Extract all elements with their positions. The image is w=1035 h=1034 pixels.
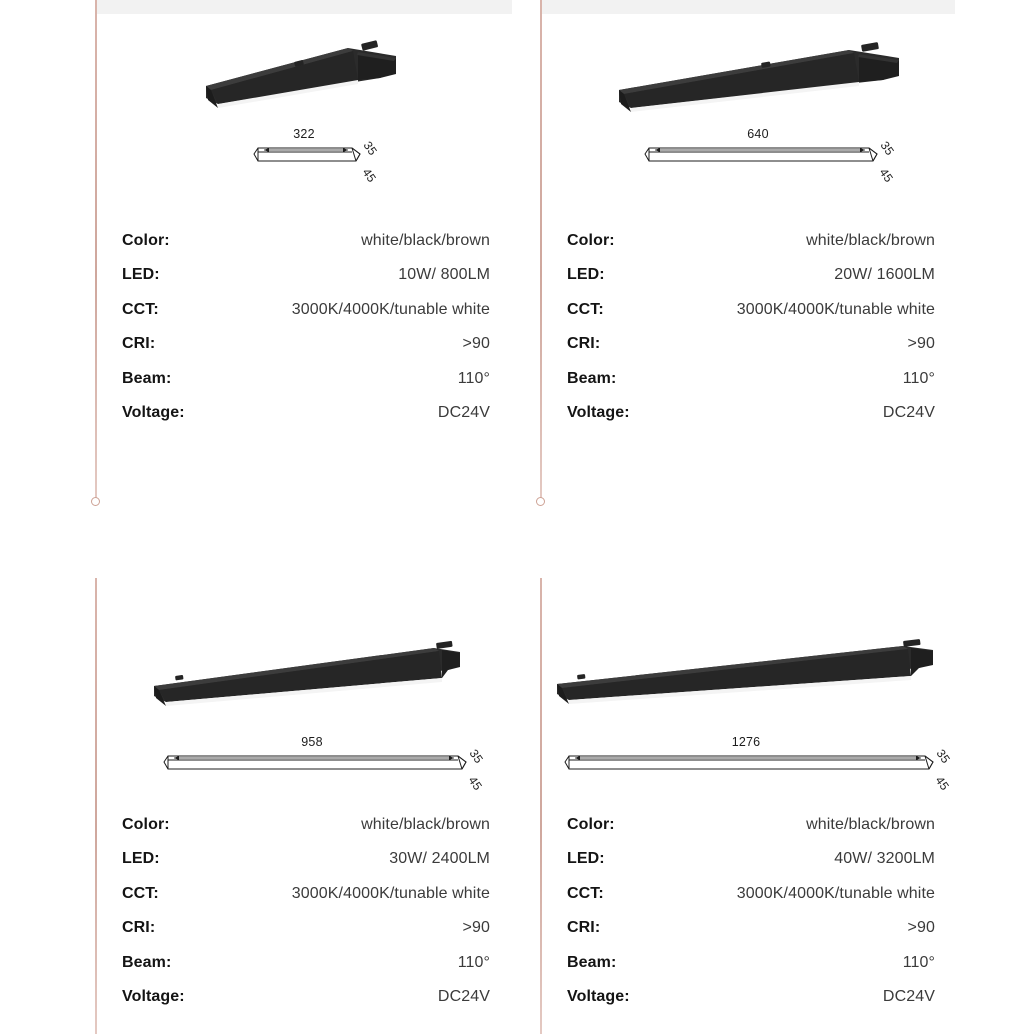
spec-value-cri: >90 xyxy=(462,919,490,937)
spec-label-voltage: Voltage: xyxy=(122,403,185,421)
spec-label-voltage: Voltage: xyxy=(567,403,630,421)
spec-row-cct xyxy=(122,885,490,919)
spec-row-beam xyxy=(122,954,490,988)
product-render xyxy=(551,640,941,706)
spec-label-cct: CCT: xyxy=(567,884,604,902)
spec-label-beam: Beam: xyxy=(567,953,617,971)
spec-row-voltage xyxy=(567,988,935,1022)
spec-value-beam: 110° xyxy=(902,953,935,971)
product-card[interactable] xyxy=(96,14,512,500)
dimension-depth: 45 xyxy=(932,773,952,793)
dimension-length: 322 xyxy=(293,127,315,141)
spec-value-led: 30W/ 2400LM xyxy=(389,850,490,868)
spec-label-beam: Beam: xyxy=(567,369,617,387)
spec-label-beam: Beam: xyxy=(122,369,172,387)
spec-label-color: Color: xyxy=(567,816,615,833)
dimension-depth: 45 xyxy=(359,165,379,185)
spec-row-color xyxy=(567,232,935,266)
spec-row-led xyxy=(567,266,935,300)
product-render xyxy=(198,34,408,112)
spec-row-cct xyxy=(122,301,490,335)
spec-row-led xyxy=(122,850,490,884)
spec-label-color: Color: xyxy=(567,232,615,249)
spec-value-cct: 3000K/4000K/tunable white xyxy=(291,884,490,902)
dimension-depth: 45 xyxy=(876,165,896,185)
dimension-height: 35 xyxy=(466,746,486,766)
spec-value-cri: >90 xyxy=(462,335,490,353)
spec-row-cri xyxy=(122,335,490,369)
spec-label-color: Color: xyxy=(122,232,170,249)
spec-row-cri xyxy=(567,335,935,369)
spec-row-beam xyxy=(567,370,935,404)
spec-row-voltage xyxy=(122,404,490,438)
product-render xyxy=(148,640,466,706)
spec-row-color xyxy=(567,816,935,850)
spec-row-cct xyxy=(567,301,935,335)
dimension-drawing xyxy=(559,728,955,793)
spec-value-color: white/black/brown xyxy=(361,232,490,249)
spec-label-led: LED: xyxy=(567,266,605,284)
spec-value-led: 20W/ 1600LM xyxy=(834,266,935,284)
spec-value-led: 10W/ 800LM xyxy=(398,266,490,284)
dimension-drawing xyxy=(248,120,382,185)
spec-value-voltage: DC24V xyxy=(437,987,490,1005)
spec-label-cct: CCT: xyxy=(122,884,159,902)
spec-value-color: white/black/brown xyxy=(361,816,490,833)
spec-value-cct: 3000K/4000K/tunable white xyxy=(736,300,935,318)
dimension-length: 1276 xyxy=(731,735,761,749)
spec-row-color xyxy=(122,232,490,266)
spec-row-cri xyxy=(122,919,490,953)
spec-row-cct xyxy=(567,885,935,919)
spec-value-led: 40W/ 3200LM xyxy=(834,850,935,868)
dimension-drawing xyxy=(639,120,899,185)
spec-value-cct: 3000K/4000K/tunable white xyxy=(291,300,490,318)
spec-label-voltage: Voltage: xyxy=(122,987,185,1005)
spec-row-voltage xyxy=(567,404,935,438)
spec-list xyxy=(122,232,490,438)
product-card[interactable] xyxy=(96,578,512,1034)
spec-value-beam: 110° xyxy=(902,369,935,387)
dimension-height: 35 xyxy=(877,138,897,158)
product-render xyxy=(611,32,911,110)
spec-label-led: LED: xyxy=(122,850,160,868)
spec-value-color: white/black/brown xyxy=(806,816,935,833)
spec-value-voltage: DC24V xyxy=(882,403,935,421)
spec-label-led: LED: xyxy=(122,266,160,284)
spec-label-voltage: Voltage: xyxy=(567,987,630,1005)
spec-value-voltage: DC24V xyxy=(437,403,490,421)
dimension-length: 640 xyxy=(747,127,769,141)
spec-label-cct: CCT: xyxy=(567,300,604,318)
dimension-depth: 45 xyxy=(465,773,485,793)
spec-label-beam: Beam: xyxy=(122,953,172,971)
spec-label-cri: CRI: xyxy=(122,919,156,937)
spec-list xyxy=(567,816,935,1022)
spec-label-cri: CRI: xyxy=(122,335,156,353)
spec-label-cct: CCT: xyxy=(122,300,159,318)
spec-label-cri: CRI: xyxy=(567,919,601,937)
spec-value-cct: 3000K/4000K/tunable white xyxy=(736,884,935,902)
spec-value-color: white/black/brown xyxy=(806,232,935,249)
dimension-drawing xyxy=(158,728,488,793)
product-card[interactable] xyxy=(541,578,955,1034)
spec-list xyxy=(122,816,490,1022)
spec-label-cri: CRI: xyxy=(567,335,601,353)
dimension-height: 35 xyxy=(933,746,953,766)
spec-row-beam xyxy=(567,954,935,988)
product-card[interactable] xyxy=(541,14,955,500)
spec-row-color xyxy=(122,816,490,850)
spec-label-led: LED: xyxy=(567,850,605,868)
dimension-length: 958 xyxy=(301,735,323,749)
spec-value-cri: >90 xyxy=(907,919,935,937)
spec-label-color: Color: xyxy=(122,816,170,833)
spec-value-beam: 110° xyxy=(457,369,490,387)
spec-row-led xyxy=(567,850,935,884)
spec-row-led xyxy=(122,266,490,300)
spec-row-voltage xyxy=(122,988,490,1022)
dimension-height: 35 xyxy=(360,138,380,158)
spec-list xyxy=(567,232,935,438)
spec-row-beam xyxy=(122,370,490,404)
spec-row-cri xyxy=(567,919,935,953)
spec-value-voltage: DC24V xyxy=(882,987,935,1005)
spec-value-cri: >90 xyxy=(907,335,935,353)
spec-value-beam: 110° xyxy=(457,953,490,971)
